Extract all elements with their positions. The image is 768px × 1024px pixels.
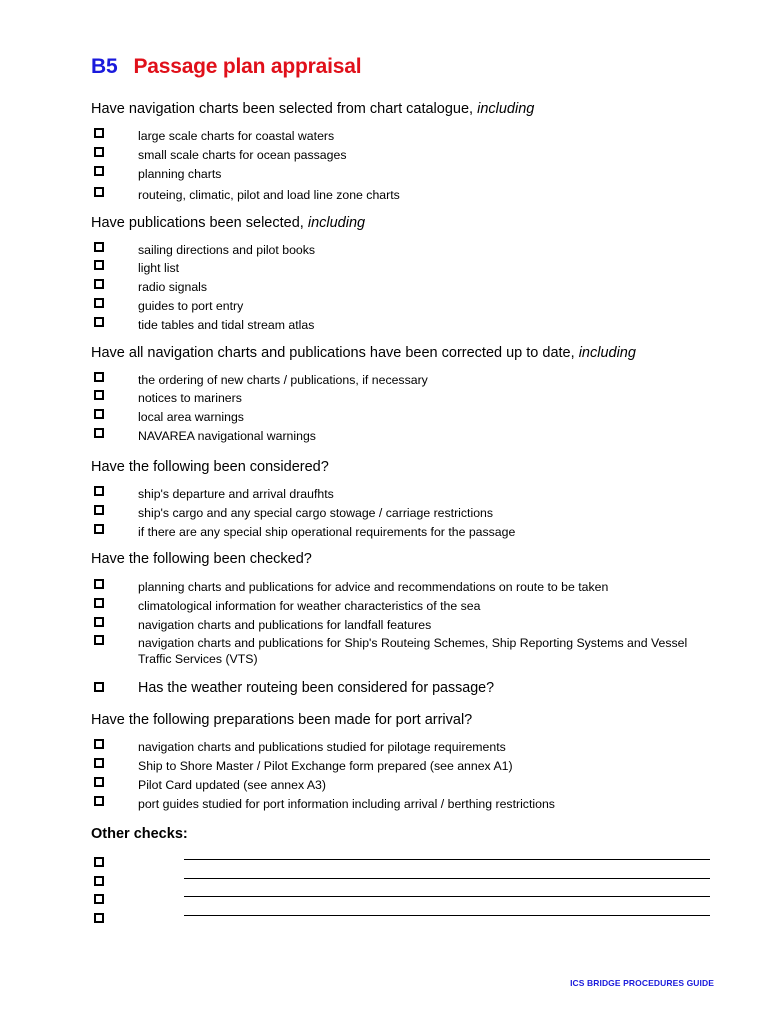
section-title: Passage plan appraisal bbox=[133, 55, 362, 78]
question-text: Have the following been checked? bbox=[91, 551, 312, 567]
checkbox[interactable] bbox=[94, 166, 104, 176]
checkbox[interactable] bbox=[94, 524, 104, 534]
blank-line-field[interactable] bbox=[184, 896, 710, 897]
item-label: large scale charts for coastal waters bbox=[138, 129, 335, 143]
checkbox[interactable] bbox=[94, 758, 104, 768]
item-label: navigation charts and publications for Ship's Routeing Schemes, Ship Reporting Systems and Vessel Traffic Services (VTS) bbox=[138, 636, 688, 666]
blank-line-field[interactable] bbox=[184, 859, 710, 860]
checkbox[interactable] bbox=[94, 617, 104, 627]
question-emphasis: including bbox=[578, 345, 636, 361]
other-checks-heading: Other checks: bbox=[91, 826, 188, 842]
checkbox[interactable] bbox=[94, 894, 104, 904]
checkbox[interactable] bbox=[94, 486, 104, 496]
item-label: local area warnings bbox=[138, 410, 244, 424]
item-label: ship's departure and arrival draufhts bbox=[138, 487, 334, 501]
item-label: sailing directions and pilot books bbox=[138, 243, 316, 257]
section-heading bbox=[91, 55, 361, 79]
question-text: Have all navigation charts and publications have been corrected up to date, bbox=[91, 345, 579, 361]
checkbox[interactable] bbox=[94, 635, 104, 645]
checkbox[interactable] bbox=[94, 682, 104, 692]
checkbox[interactable] bbox=[94, 857, 104, 867]
item-label: if there are any special ship operational requirements for the passage bbox=[138, 525, 516, 539]
checkbox[interactable] bbox=[94, 777, 104, 787]
checkbox[interactable] bbox=[94, 187, 104, 197]
item-label: radio signals bbox=[138, 280, 208, 294]
checkbox[interactable] bbox=[94, 390, 104, 400]
blank-line-field[interactable] bbox=[184, 878, 710, 879]
item-label: Ship to Shore Master / Pilot Exchange form prepared (see annex A1) bbox=[138, 759, 513, 773]
item-label: NAVAREA navigational warnings bbox=[138, 429, 316, 443]
checkbox[interactable] bbox=[94, 739, 104, 749]
question-publications-selected bbox=[91, 215, 365, 231]
item-label: Pilot Card updated (see annex A3) bbox=[138, 778, 326, 792]
question-charts-selected bbox=[91, 101, 534, 117]
checkbox[interactable] bbox=[94, 409, 104, 419]
question-emphasis: including bbox=[477, 101, 535, 117]
checkbox[interactable] bbox=[94, 598, 104, 608]
item-label: notices to mariners bbox=[138, 391, 242, 405]
question-text: Have the following been considered? bbox=[91, 459, 329, 475]
checkbox[interactable] bbox=[94, 579, 104, 589]
item-label: ship's cargo and any special cargo stowage / carriage restrictions bbox=[138, 506, 494, 520]
item-label: port guides studied for port information including arrival / berthing restrictions bbox=[138, 797, 555, 811]
checkbox[interactable] bbox=[94, 372, 104, 382]
checkbox[interactable] bbox=[94, 147, 104, 157]
question-considered bbox=[91, 459, 329, 475]
question-checked bbox=[91, 551, 312, 567]
item-label: planning charts bbox=[138, 167, 222, 181]
item-label: small scale charts for ocean passages bbox=[138, 148, 347, 162]
checkbox[interactable] bbox=[94, 796, 104, 806]
item-label: navigation charts and publications for landfall features bbox=[138, 618, 432, 632]
question-text: Have publications been selected, bbox=[91, 215, 308, 231]
checkbox[interactable] bbox=[94, 279, 104, 289]
question-corrected-up-to-date bbox=[91, 345, 636, 361]
item-label: Has the weather routeing been considered for passage? bbox=[138, 680, 495, 696]
checkbox[interactable] bbox=[94, 505, 104, 515]
item-label: planning charts and publications for advice and recommendations on route to be taken bbox=[138, 580, 609, 594]
question-port-arrival bbox=[91, 712, 472, 728]
checkbox[interactable] bbox=[94, 128, 104, 138]
page-footer: ICS BRIDGE PROCEDURES GUIDE bbox=[570, 978, 714, 988]
item-label: light list bbox=[138, 261, 180, 275]
item-label: the ordering of new charts / publications, if necessary bbox=[138, 373, 428, 387]
question-emphasis: including bbox=[307, 215, 366, 231]
checkbox[interactable] bbox=[94, 317, 104, 327]
checkbox[interactable] bbox=[94, 913, 104, 923]
checkbox[interactable] bbox=[94, 260, 104, 270]
item-label: navigation charts and publications studied for pilotage requirements bbox=[138, 740, 506, 754]
item-label: guides to port entry bbox=[138, 299, 244, 313]
item-label: tide tables and tidal stream atlas bbox=[138, 318, 315, 332]
checkbox[interactable] bbox=[94, 298, 104, 308]
question-text: Have navigation charts been selected from chart catalogue, bbox=[91, 101, 478, 117]
checkbox[interactable] bbox=[94, 428, 104, 438]
item-label: routeing, climatic, pilot and load line zone charts bbox=[138, 188, 400, 202]
section-code: B5 bbox=[91, 55, 118, 78]
item-label: climatological information for weather characteristics of the sea bbox=[138, 599, 481, 613]
checkbox[interactable] bbox=[94, 242, 104, 252]
checkbox[interactable] bbox=[94, 876, 104, 886]
blank-line-field[interactable] bbox=[184, 915, 710, 916]
question-text: Have the following preparations been made for port arrival? bbox=[91, 712, 473, 728]
